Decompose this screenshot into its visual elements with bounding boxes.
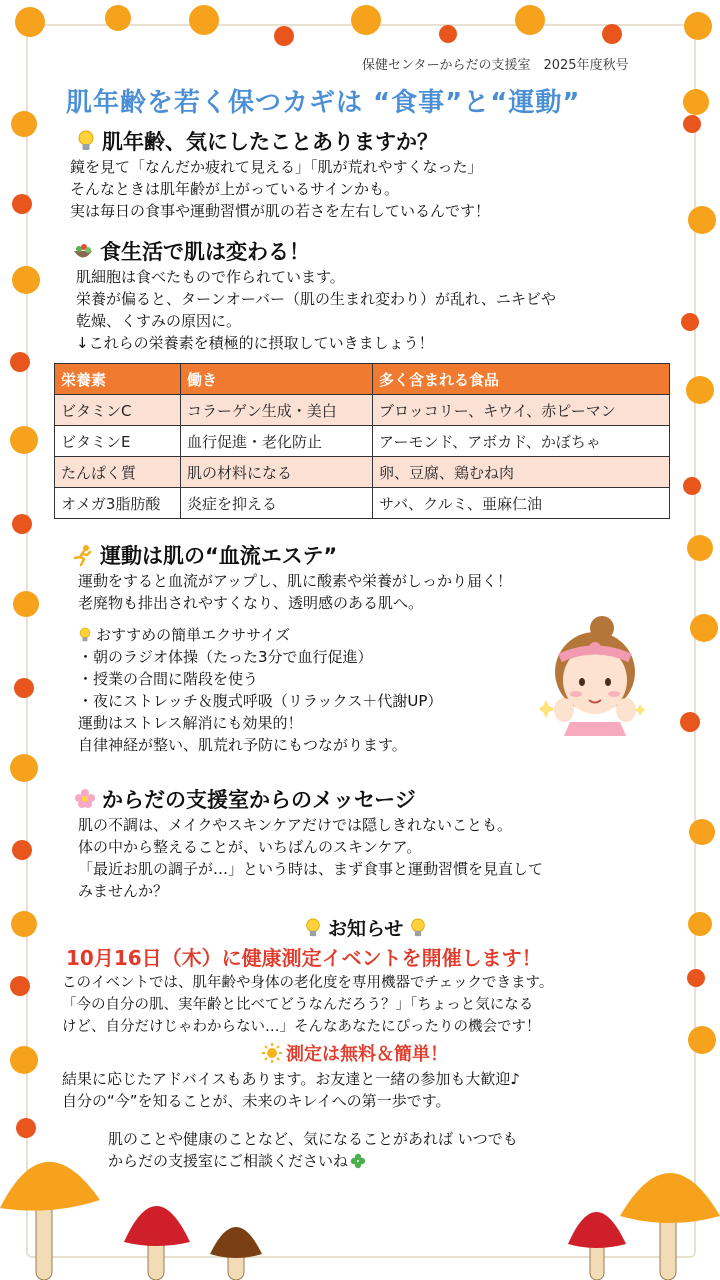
tips-title-text: おすすめの簡単エクササイズ — [96, 626, 290, 644]
section-heading-skin-age — [76, 126, 438, 156]
body-line: けど、自分だけじゃわからない…」そんなあなたにぴったりの機会です！ — [62, 1019, 541, 1035]
mushrooms-right-illustration — [560, 1140, 720, 1280]
body-line: ↓これらの栄養素を積極的に摂取していきましょう！ — [76, 334, 434, 352]
column-header: 働き — [181, 364, 373, 395]
table-cell: アーモンド、アボカド、かぼちゃ — [373, 426, 670, 457]
table-row — [55, 457, 670, 488]
tip-item: ・授業の合間に階段を使う — [78, 670, 259, 688]
table-header-row — [55, 364, 670, 395]
closing-text: からだの支援室にご相談くださいね — [108, 1152, 349, 1170]
section-heading-text: からだの支援室からのメッセージ — [102, 788, 416, 812]
body-line: 肌のことや健康のことなど、気になることがあれば いつでも — [108, 1130, 518, 1148]
salad-bowl-icon — [72, 240, 94, 262]
section-heading-text: 食生活で肌は変わる！ — [100, 240, 310, 264]
free-measurement-banner — [262, 1040, 448, 1066]
table-cell: 卵、豆腐、鶏むね肉 — [373, 457, 670, 488]
nutrient-table — [54, 363, 670, 519]
event-announcement: 10月16日（木）に健康測定イベントを開催します！ — [66, 946, 542, 970]
body-line: 実は毎日の食事や運動習慣が肌の若さを左右しているんです！ — [70, 202, 491, 220]
mushrooms-left-illustration — [0, 1130, 280, 1280]
tip-item: ・朝のラジオ体操（たった3分で血行促進） — [78, 648, 373, 666]
body-line: 鏡を見て「なんだか疲れて見える」「肌が荒れやすくなった」 — [70, 158, 483, 176]
body-line: 運動はストレス解消にも効果的！ — [78, 714, 303, 732]
section-body-diet — [76, 266, 556, 354]
body-line: 乾燥、くすみの原因に。 — [76, 312, 242, 330]
table-cell: サバ、クルミ、亜麻仁油 — [373, 488, 670, 519]
girl-skincare-illustration — [540, 614, 650, 736]
body-line: このイベントでは、肌年齢や身体の老化度を専用機器でチェックできます。 — [62, 975, 554, 991]
table-cell: 炎症を抑える — [181, 488, 373, 519]
table-cell: 血行促進・老化防止 — [181, 426, 373, 457]
column-header: 栄養素 — [55, 364, 181, 395]
table-cell: たんぱく質 — [55, 457, 181, 488]
free-text: 測定は無料＆簡単！ — [286, 1044, 448, 1065]
table-cell: 肌の材料になる — [181, 457, 373, 488]
table-cell: オメガ3脂肪酸 — [55, 488, 181, 519]
table-cell: ブロッコリー、キウイ、赤ピーマン — [373, 395, 670, 426]
body-line: 自律神経が整い、肌荒れ予防にもつながります。 — [78, 736, 407, 754]
table-cell: コラーゲン生成・美白 — [181, 395, 373, 426]
body-line: 自分の“今”を知ることが、未来のキレイへの第一歩です。 — [62, 1092, 451, 1110]
notice-after — [62, 1068, 520, 1112]
column-header: 多く含まれる食品 — [373, 364, 670, 395]
table-row — [55, 488, 670, 519]
table-cell: ビタミンC — [55, 395, 181, 426]
section-body-skin-age — [70, 156, 490, 222]
section-heading-message — [74, 784, 416, 814]
body-line: 肌の不調は、メイクやスキンケアだけでは隠しきれないことも。 — [78, 816, 512, 834]
body-line: 結果に応じたアドバイスもあります。お友達と一緒の参加も大歓迎♪ — [62, 1070, 520, 1088]
body-line: 「最近お肌の調子が…」という時は、まず食事と運動習慣を見直して — [78, 860, 544, 878]
lightbulb-icon — [78, 627, 92, 643]
body-line: 老廃物も排出されやすくなり、透明感のある肌へ。 — [78, 594, 424, 612]
body-line: 「今の自分の肌、実年齢と比べてどうなんだろう？」「ちょっと気になる — [62, 997, 534, 1013]
body-line: 栄養が偏ると、ターンオーバー（肌の生まれ変わり）が乱れ、ニキビや — [76, 290, 556, 308]
section-heading-diet — [72, 236, 310, 266]
section-heading-exercise — [72, 540, 337, 570]
table-row — [55, 395, 670, 426]
lightbulb-icon — [409, 918, 427, 938]
flower-icon — [74, 788, 96, 810]
exercise-tips — [78, 624, 442, 756]
notice-heading — [304, 914, 427, 941]
tips-title — [78, 624, 442, 646]
body-line: そんなときは肌年齢が上がっているサインかも。 — [70, 180, 399, 198]
section-heading-text: 肌年齢、気にしたことありますか？ — [102, 130, 438, 154]
lightbulb-icon — [76, 130, 96, 152]
runner-icon — [72, 544, 94, 566]
section-body-exercise — [78, 570, 512, 614]
sun-icon — [262, 1043, 282, 1063]
issue-label: 保健センターからだの支援室 2025年度秋号 — [362, 58, 629, 73]
lightbulb-icon — [304, 918, 322, 938]
page-title: 肌年齢を若く保つカギは “食事”と“運動” — [66, 88, 581, 118]
table-row — [55, 426, 670, 457]
table-cell: ビタミンE — [55, 426, 181, 457]
body-line: 運動をすると血流がアップし、肌に酸素や栄養がしっかり届く！ — [78, 572, 512, 590]
body-line: 体の中から整えることが、いちばんのスキンケア。 — [78, 838, 422, 856]
tip-item: ・夜にストレッチ＆腹式呼吸（リラックス＋代謝UP） — [78, 692, 443, 710]
section-heading-text: 運動は肌の“血流エステ” — [100, 544, 338, 568]
body-line: 肌細胞は食べたもので作られています。 — [76, 268, 345, 286]
clover-icon — [350, 1153, 366, 1169]
notice-body — [62, 972, 553, 1038]
section-body-message — [78, 814, 543, 902]
body-line: みませんか？ — [78, 882, 169, 900]
notice-heading-text: お知らせ — [328, 918, 404, 940]
